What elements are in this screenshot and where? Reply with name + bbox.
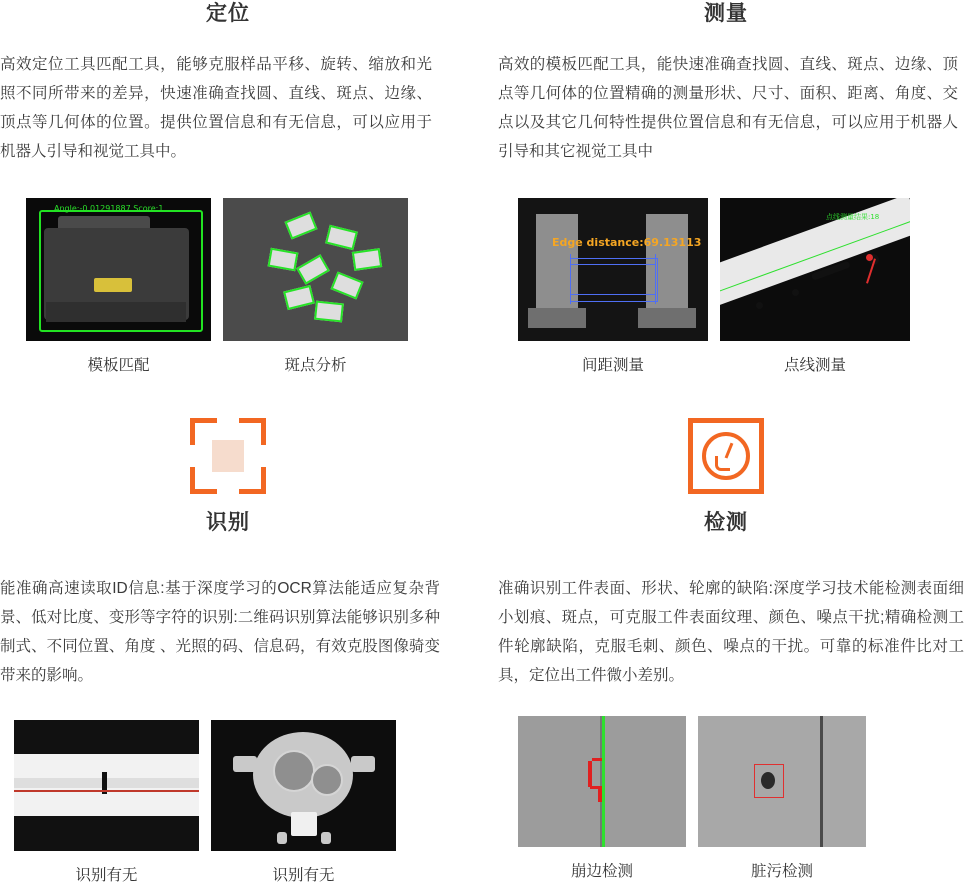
section-inspect-thumbnails: [518, 716, 972, 883]
mount-tab: [351, 756, 375, 772]
thumbnail-caption: 崩边检测: [570, 863, 633, 880]
measure-point: [866, 254, 873, 261]
section-locate-thumbnails: [26, 198, 456, 377]
chipping-detection-thumbnail[interactable]: [518, 716, 686, 847]
section-locate-description: 高效定位工具匹配工具，能够克服样品平移、旋转、缩放和光照不同所带来的差异，快速准确查找圆、直线、斑点、边缘、顶点等几何体的位置。提供位置信息和有无信息，可以应用于机器人引导和视觉工具中。: [0, 56, 432, 160]
section-measure-thumbnails: [518, 198, 972, 377]
template-match-thumbnail[interactable]: [26, 198, 211, 341]
section-identify-title: 识别: [206, 511, 250, 534]
surface-line: [820, 716, 823, 847]
blob-marker: [352, 248, 382, 271]
section-identify: [0, 418, 456, 887]
thumbnail-caption: 识别有无: [75, 867, 138, 884]
section-inspect-header: [498, 418, 954, 536]
section-identify-description: 能准确高速读取ID信息:基于深度学习的OCR算法能适应复杂背景、低对比度、变形等字符的识别:二维码识别算法能够识别多种制式、不同位置、角度 、光照的码、信息码，有效克股图像骑变带来的影响。: [0, 580, 440, 684]
base-right: [638, 308, 696, 328]
section-measure: [498, 0, 972, 377]
thumbnail-cell: [518, 716, 686, 883]
section-measure-description: 高效的模板匹配工具，能快速准确查找圆、直线、斑点、边缘、顶点等几何体的位置精确的测量形状、尺寸、面积、距离、角度、交点以及其它几何特性提供位置信息和有无信息，可以应用于机器人引导和其它视觉工具中: [498, 56, 958, 160]
thumbnail-caption: 点线测量: [783, 357, 846, 374]
corner-scan-icon: [190, 418, 266, 494]
match-outline: [39, 210, 203, 332]
edge-trace-line: [602, 716, 605, 847]
thumbnail-cell: [26, 198, 211, 377]
blob-marker: [284, 211, 317, 239]
section-identify-thumbnails: [14, 720, 456, 887]
inspection-line: [14, 790, 199, 792]
defect-box: [754, 764, 784, 798]
section-identify-header: [0, 418, 456, 536]
pin: [321, 832, 331, 844]
gauge-square-icon: [688, 418, 764, 494]
measure-arrow-bottom: [570, 294, 656, 295]
blob-marker: [296, 254, 330, 284]
connector: [291, 812, 317, 836]
thumbnail-caption: 斑点分析: [284, 357, 347, 374]
thumbnail-cell: [211, 720, 396, 887]
thumbnail-caption: 脏污检测: [750, 863, 813, 880]
thumbnail-caption: 识别有无: [272, 867, 335, 884]
defect-marker: [592, 758, 602, 761]
wire-inspection-thumbnail[interactable]: [14, 720, 199, 851]
blob-analysis-thumbnail[interactable]: [223, 198, 408, 341]
gauge-ring: [702, 432, 750, 480]
thumbnail-caption: 模板匹配: [87, 357, 150, 374]
thumbnail-cell: [518, 198, 708, 377]
hole: [792, 289, 799, 296]
corner-top-left: [190, 418, 217, 445]
edge-distance-label: Edge distance:69.13113: [552, 236, 702, 249]
section-inspect-description: 准确识别工件表面、形状、轮廓的缺陷:深度学习技术能检测表面细小划痕、斑点，可克服工件表面纹理、颜色、噪点干扰;精确检测工件轮廓缺陷，克服毛刺、颜色、噪点的干扰。可靠的标准件比对工具，定位出工件微小差别。: [498, 580, 964, 684]
section-locate: [0, 0, 456, 377]
blob-marker: [314, 301, 344, 323]
edge-marker-left: [570, 254, 571, 304]
thumbnail-cell: [720, 198, 910, 377]
gear: [273, 750, 315, 792]
section-inspect-title: 检测: [704, 511, 748, 534]
point-line-thumbnail[interactable]: [720, 198, 910, 341]
section-inspect: [498, 418, 972, 883]
thumbnail-cell: [698, 716, 866, 883]
point-line-label: 点线测量结果:18: [826, 213, 880, 221]
dark-band-bottom: [14, 816, 199, 851]
pin: [277, 832, 287, 844]
gear: [311, 764, 343, 796]
match-score-label: Angle:-0.01291887 Score:1: [54, 204, 164, 213]
corner-top-right: [239, 418, 266, 445]
section-locate-title: 定位: [206, 2, 250, 25]
defect-marker: [588, 761, 592, 787]
thumbnail-caption: 间距测量: [581, 357, 644, 374]
blob-marker: [283, 285, 315, 310]
motor-inspection-thumbnail[interactable]: [211, 720, 396, 851]
measure-arrow-top: [570, 264, 656, 265]
dirt-detection-thumbnail[interactable]: [698, 716, 866, 847]
phone-edge: [720, 198, 910, 307]
thumbnail-cell: [223, 198, 408, 377]
blob-marker: [330, 271, 363, 299]
corner-bottom-left: [190, 467, 217, 494]
blob-marker: [268, 248, 299, 272]
hole: [756, 302, 763, 309]
defect-marker: [598, 788, 602, 802]
edge-distance-thumbnail[interactable]: [518, 198, 708, 341]
edge-marker-right: [655, 254, 656, 304]
dark-band-top: [14, 720, 199, 754]
section-measure-title: 测量: [704, 2, 748, 25]
thumbnail-cell: [14, 720, 199, 887]
corner-bottom-right: [239, 467, 266, 494]
base-left: [528, 308, 586, 328]
mount-tab: [233, 756, 257, 772]
blob-marker: [325, 225, 358, 250]
